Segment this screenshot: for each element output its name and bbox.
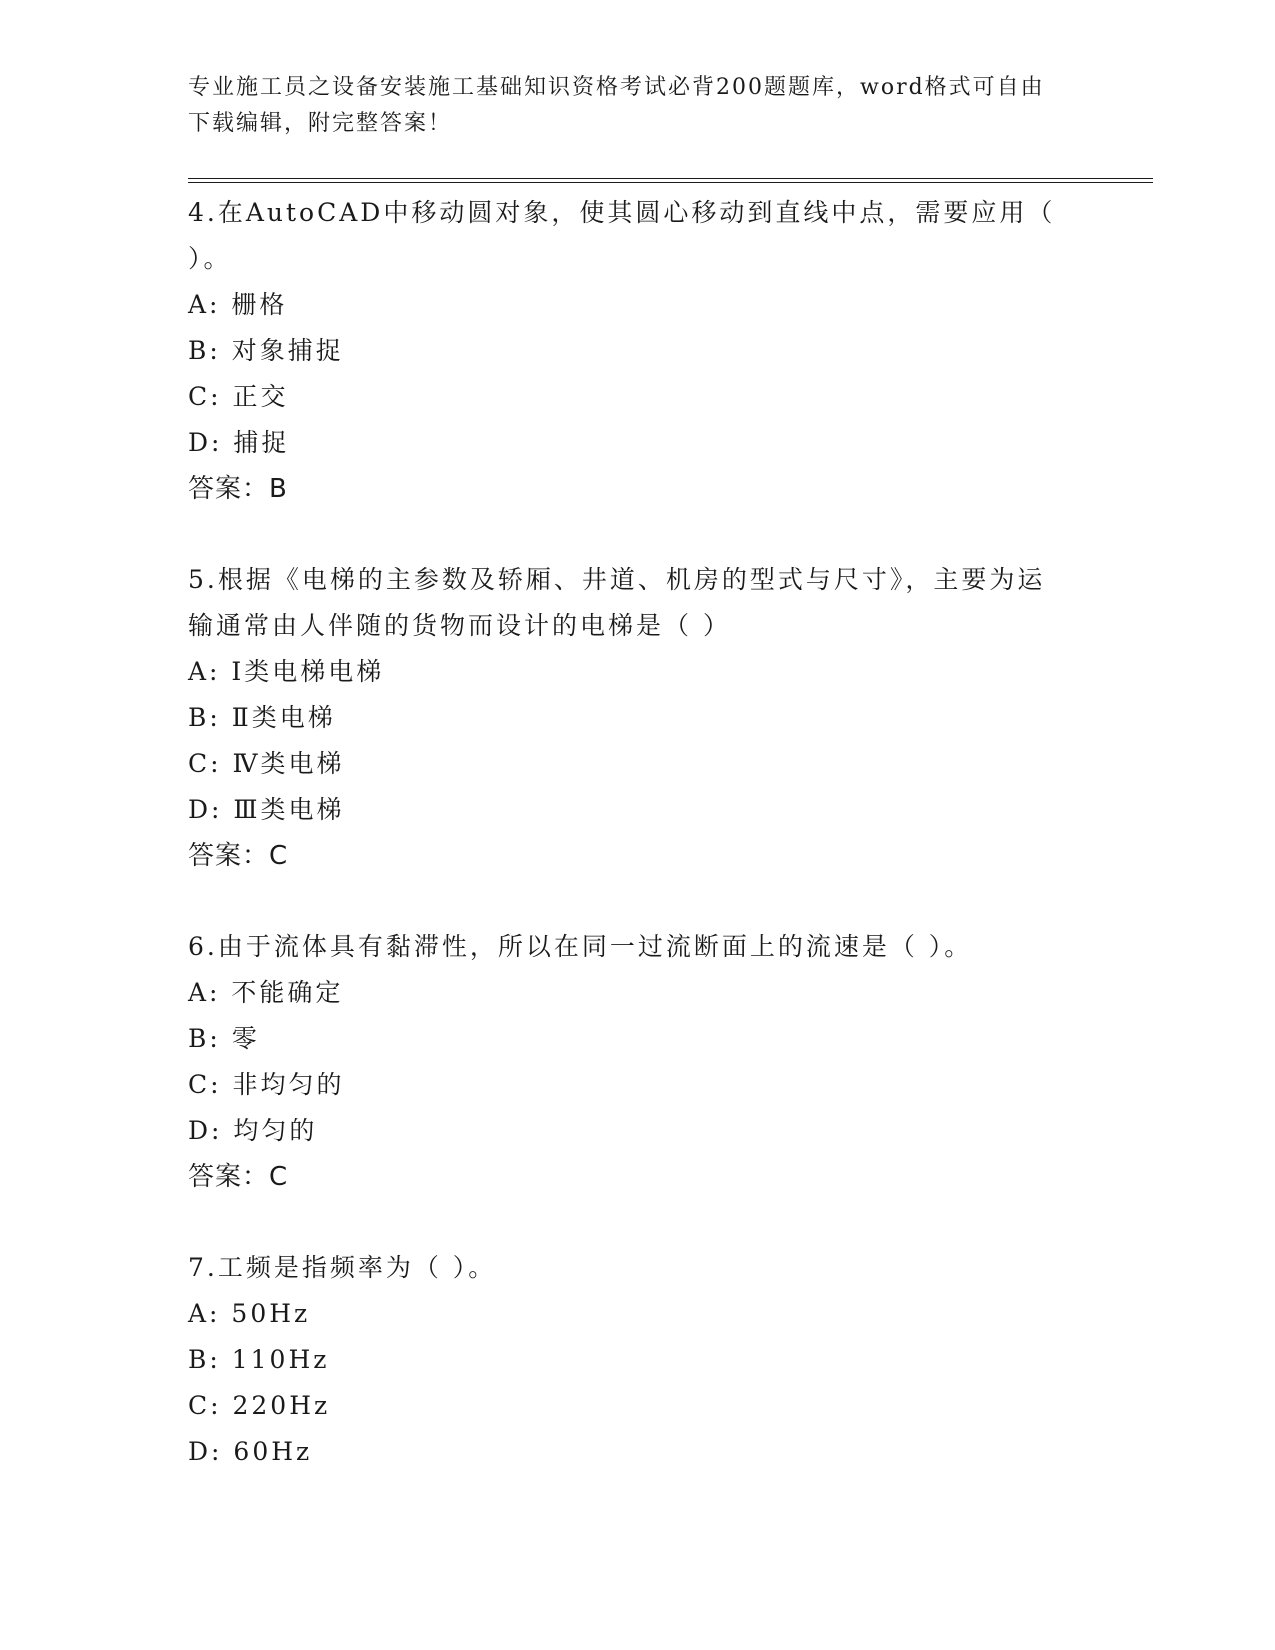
answer-line: 答案：C xyxy=(188,841,289,871)
option-c: C: 非均匀的 xyxy=(188,1070,345,1099)
option-d: D: 捕捉 xyxy=(188,428,290,457)
option-a: A: 栅格 xyxy=(188,290,288,319)
question-item xyxy=(188,190,1068,512)
option-a: A: 50Hz xyxy=(188,1299,311,1328)
option-c: C: Ⅳ类电梯 xyxy=(188,749,345,778)
question-list xyxy=(188,190,1068,1475)
answer-line: 答案：B xyxy=(188,474,288,504)
question-item xyxy=(188,1245,1068,1475)
question-item xyxy=(188,557,1068,879)
option-b: B: 110Hz xyxy=(188,1345,330,1374)
option-d: D: 60Hz xyxy=(188,1437,313,1466)
option-d: D: 均匀的 xyxy=(188,1116,318,1145)
option-a: A: 不能确定 xyxy=(188,978,344,1007)
option-d: D: Ⅲ类电梯 xyxy=(188,795,345,824)
question-item xyxy=(188,924,1068,1200)
option-b: B: 零 xyxy=(188,1024,260,1053)
header-divider-bottom xyxy=(188,182,1153,183)
header-divider-top xyxy=(188,178,1153,179)
question-stem: 5.根据《电梯的主参数及轿厢、井道、机房的型式与尺寸》，主要为运输通常由人伴随的货物而设计的电梯是（ ） xyxy=(188,565,1046,640)
question-stem: 4.在AutoCAD中移动圆对象，使其圆心移动到直线中点，需要应用（ ）。 xyxy=(188,198,1056,273)
option-c: C: 220Hz xyxy=(188,1391,331,1420)
answer-line: 答案：C xyxy=(188,1162,289,1192)
document-header: 专业施工员之设备安装施工基础知识资格考试必背200题题库，word格式可自由下载编辑，附完整答案！ xyxy=(188,75,1045,136)
option-b: B: 对象捕捉 xyxy=(188,336,344,365)
option-c: C: 正交 xyxy=(188,382,289,411)
option-b: B: Ⅱ类电梯 xyxy=(188,703,336,732)
question-stem: 6.由于流体具有黏滞性，所以在同一过流断面上的流速是（ ）。 xyxy=(188,932,973,961)
question-stem: 7.工频是指频率为（ ）。 xyxy=(188,1253,497,1282)
option-a: A: Ⅰ类电梯电梯 xyxy=(188,657,385,686)
